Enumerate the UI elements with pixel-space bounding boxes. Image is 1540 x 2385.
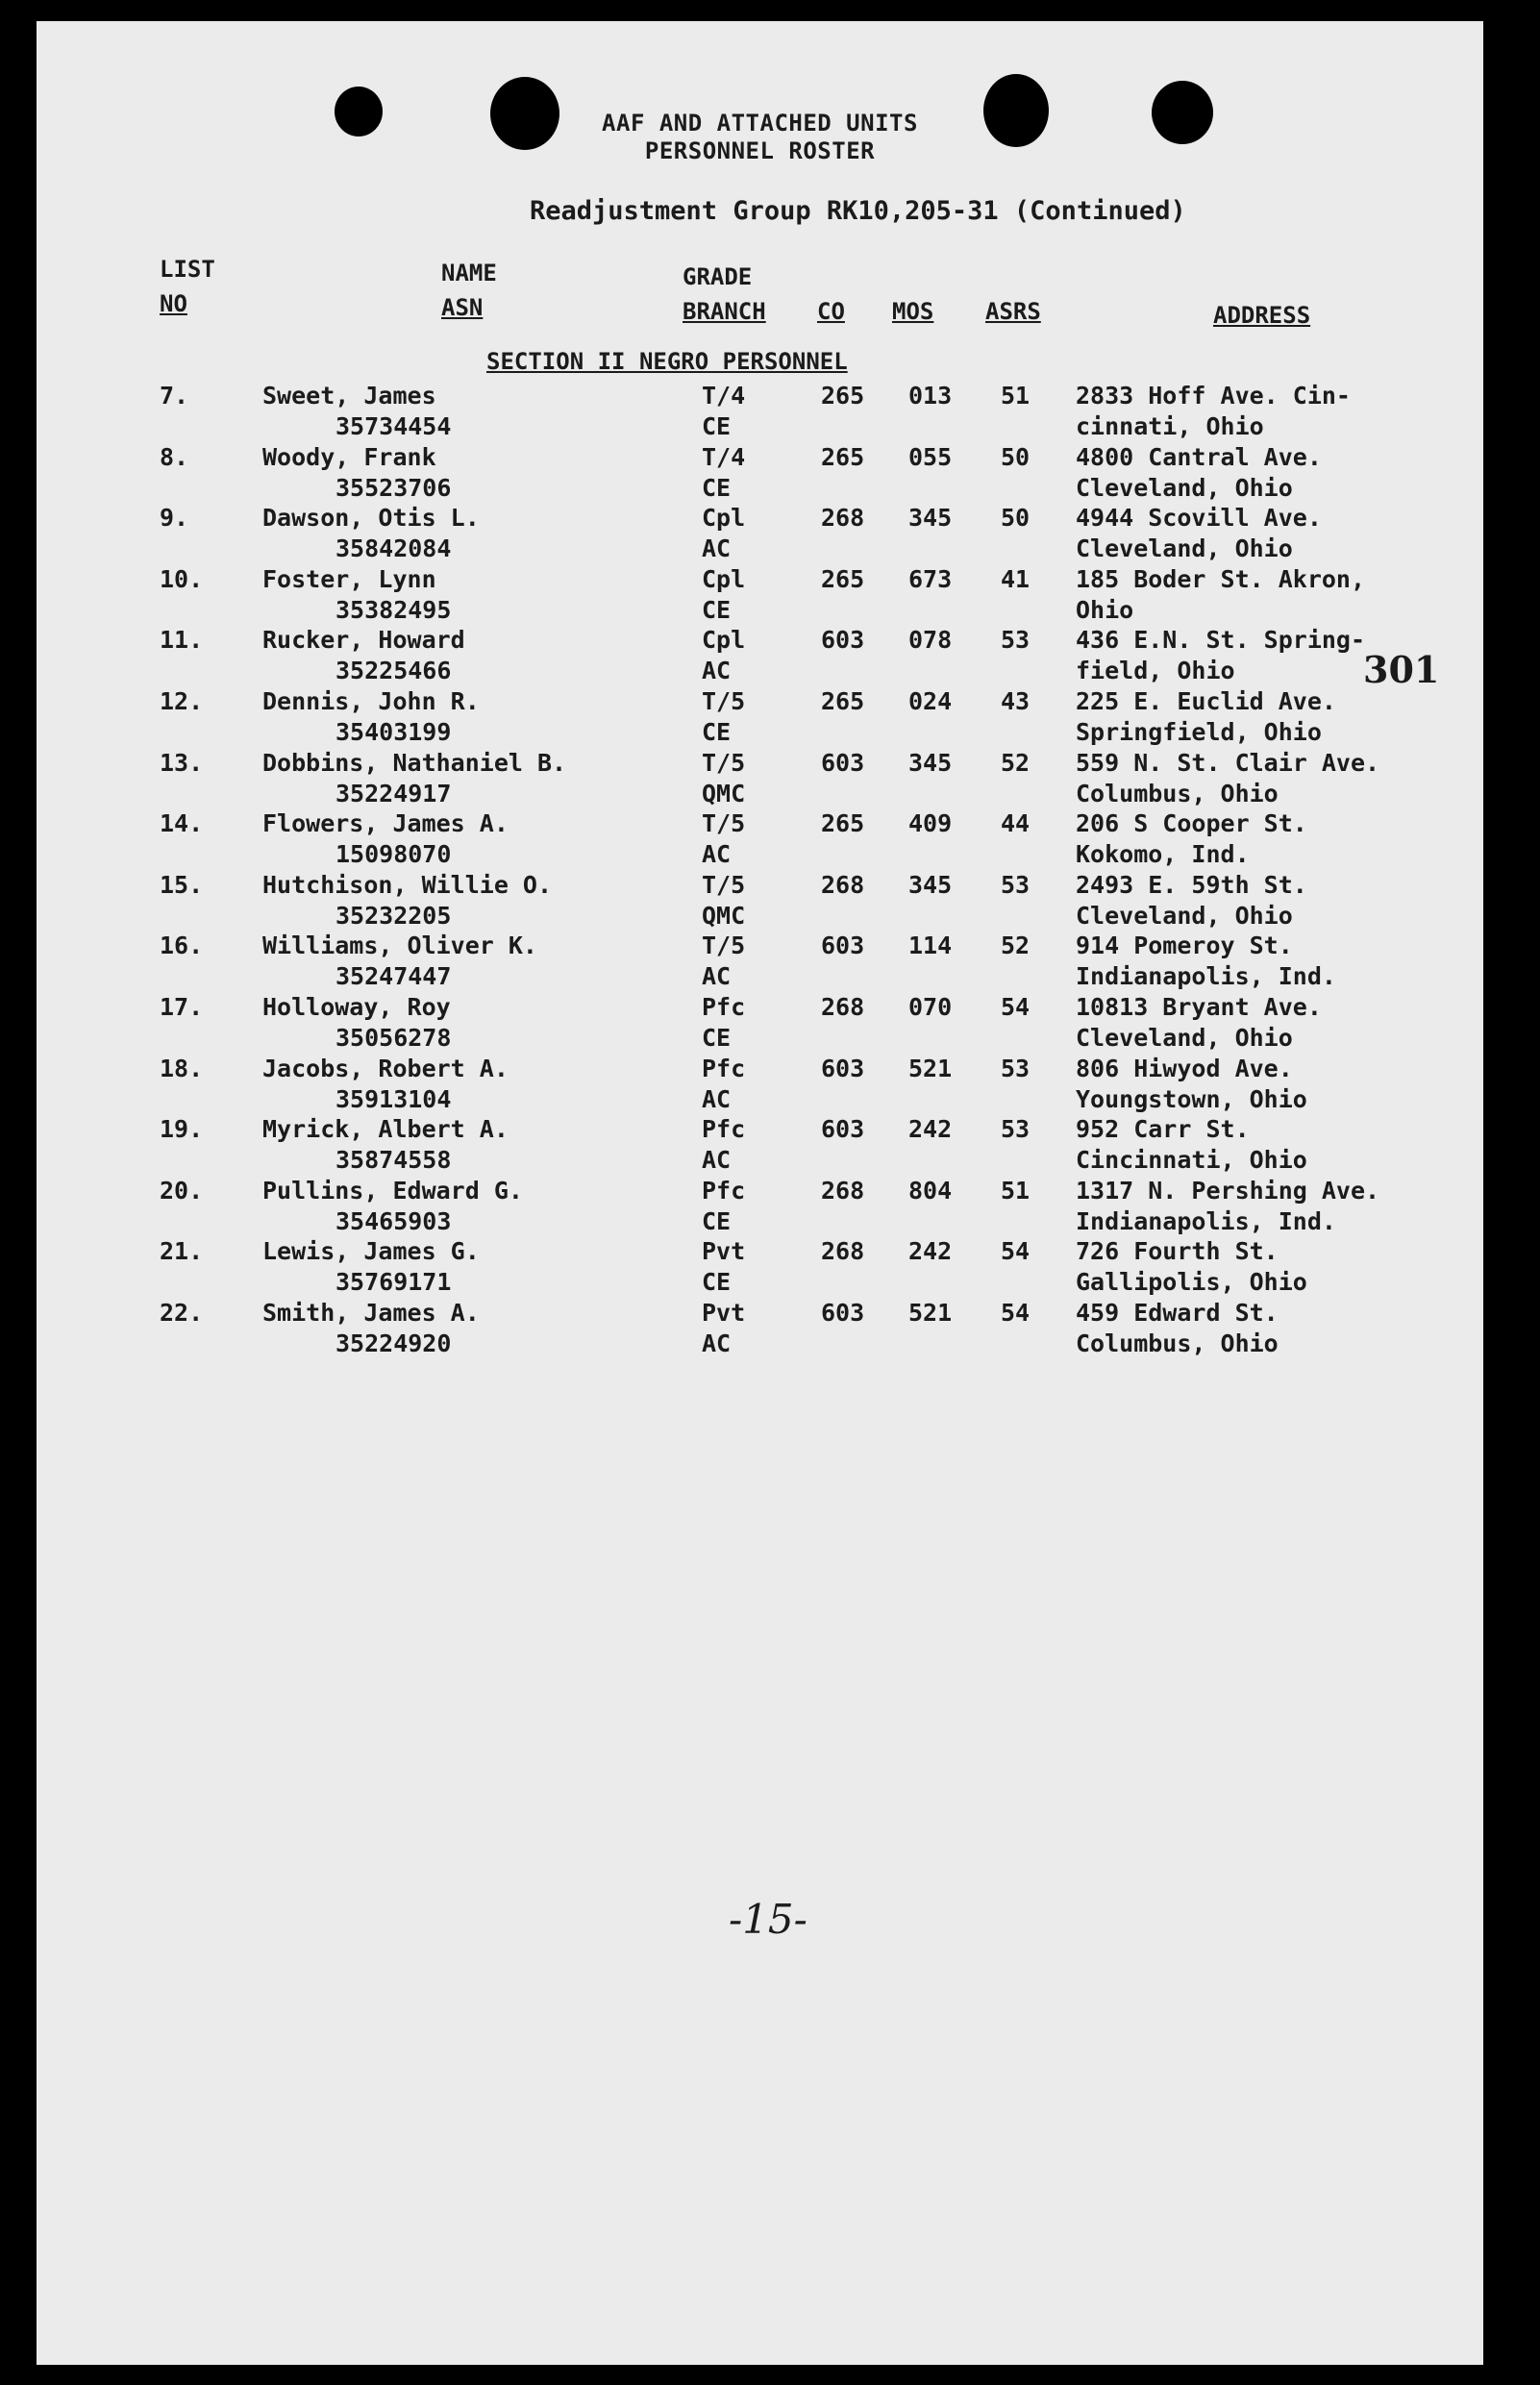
grade: Pfc	[702, 1054, 746, 1082]
address-line-1: 225 E. Euclid Ave.	[1076, 687, 1336, 715]
list-number: 21.	[160, 1237, 204, 1266]
mos-code: 345	[908, 748, 953, 777]
company: 268	[821, 993, 865, 1021]
address-line-2: Indianapolis, Ind.	[1076, 962, 1336, 991]
mos-code: 070	[908, 993, 953, 1021]
branch: CE	[702, 1206, 732, 1235]
list-number: 8.	[160, 442, 189, 471]
branch: CE	[702, 595, 732, 624]
address-line-1: 206 S Cooper St.	[1076, 809, 1307, 838]
company: 603	[821, 1299, 865, 1327]
branch: AC	[702, 657, 732, 685]
header-list-no	[160, 252, 215, 321]
grade: Pfc	[702, 993, 746, 1021]
address-line-2: Kokomo, Ind.	[1076, 840, 1250, 869]
address-line-1: 1317 N. Pershing Ave.	[1076, 1176, 1380, 1205]
grade: Cpl	[702, 626, 746, 655]
person-name: Myrick, Albert A.	[262, 1115, 509, 1144]
person-asn: 35247447	[335, 962, 452, 991]
header-no-label: NO	[160, 290, 187, 317]
company: 603	[821, 932, 865, 960]
mos-code: 345	[908, 504, 953, 533]
list-number: 22.	[160, 1299, 204, 1327]
address-line-1: 726 Fourth St.	[1076, 1237, 1279, 1266]
branch: CE	[702, 1268, 732, 1297]
header-name-label: NAME	[441, 260, 497, 286]
mos-code: 521	[908, 1054, 953, 1082]
person-name: Rucker, Howard	[262, 626, 465, 655]
person-name: Hutchison, Willie O.	[262, 870, 553, 899]
company: 268	[821, 1237, 865, 1266]
person-asn: 35523706	[335, 473, 452, 502]
address-line-2: Ohio	[1076, 595, 1134, 624]
person-name: Flowers, James A.	[262, 809, 509, 838]
address-line-2: Columbus, Ohio	[1076, 779, 1279, 807]
person-asn: 35403199	[335, 718, 452, 746]
branch: CE	[702, 412, 732, 440]
grade: T/4	[702, 442, 746, 471]
person-name: Jacobs, Robert A.	[262, 1054, 509, 1082]
grade: T/5	[702, 809, 746, 838]
company: 265	[821, 809, 865, 838]
header-asrs: ASRS	[985, 298, 1041, 325]
mos-code: 024	[908, 687, 953, 715]
document-subtitle-roster: PERSONNEL ROSTER	[644, 137, 876, 164]
asrs-score: 50	[1001, 504, 1031, 533]
company: 265	[821, 382, 865, 410]
group-subtitle: Readjustment Group RK10,205-31 (Continued)	[530, 196, 1186, 226]
grade: T/5	[702, 932, 746, 960]
person-name: Lewis, James G.	[262, 1237, 480, 1266]
person-name: Woody, Frank	[262, 442, 436, 471]
mos-code: 409	[908, 809, 953, 838]
branch: AC	[702, 1146, 732, 1175]
address-line-1: 4944 Scovill Ave.	[1076, 504, 1322, 533]
grade: Pvt	[702, 1237, 746, 1266]
company: 268	[821, 1176, 865, 1205]
company: 603	[821, 1115, 865, 1144]
table-row	[37, 931, 1483, 992]
mos-code: 804	[908, 1176, 953, 1205]
asrs-score: 43	[1001, 687, 1031, 715]
address-line-2: Youngstown, Ohio	[1076, 1084, 1307, 1113]
person-asn: 35225466	[335, 657, 452, 685]
mos-code: 114	[908, 932, 953, 960]
grade: Pfc	[702, 1115, 746, 1144]
person-asn: 35874558	[335, 1146, 452, 1175]
address-line-2: Indianapolis, Ind.	[1076, 1206, 1336, 1235]
table-row	[37, 870, 1483, 932]
address-line-1: 4800 Cantral Ave.	[1076, 442, 1322, 471]
document-title: AAF AND ATTACHED UNITS	[602, 110, 918, 137]
header-grade	[683, 260, 766, 329]
mos-code: 242	[908, 1237, 953, 1266]
company: 603	[821, 748, 865, 777]
asrs-score: 54	[1001, 1299, 1031, 1327]
address-line-2: Cleveland, Ohio	[1076, 473, 1293, 502]
asrs-score: 53	[1001, 626, 1031, 655]
list-number: 9.	[160, 504, 189, 533]
stamp-number: 301	[1363, 648, 1440, 691]
company: 603	[821, 626, 865, 655]
asrs-score: 53	[1001, 1054, 1031, 1082]
address-line-1: 952 Carr St.	[1076, 1115, 1250, 1144]
person-asn: 35056278	[335, 1024, 452, 1052]
asrs-score: 41	[1001, 564, 1031, 593]
grade: T/5	[702, 748, 746, 777]
mos-code: 673	[908, 564, 953, 593]
list-number: 18.	[160, 1054, 204, 1082]
header-branch-label: BRANCH	[683, 298, 766, 325]
header-co: CO	[817, 298, 845, 325]
person-asn: 35734454	[335, 412, 452, 440]
grade: Cpl	[702, 504, 746, 533]
branch: AC	[702, 962, 732, 991]
table-row	[37, 1114, 1483, 1176]
address-line-2: field, Ohio	[1076, 657, 1235, 685]
list-number: 20.	[160, 1176, 204, 1205]
asrs-score: 51	[1001, 382, 1031, 410]
person-name: Smith, James A.	[262, 1299, 480, 1327]
branch: AC	[702, 534, 732, 563]
header-list-label: LIST	[160, 256, 215, 283]
address-line-1: 459 Edward St.	[1076, 1299, 1279, 1327]
grade: T/4	[702, 382, 746, 410]
grade: T/5	[702, 870, 746, 899]
asrs-score: 54	[1001, 993, 1031, 1021]
list-number: 11.	[160, 626, 204, 655]
asrs-score: 52	[1001, 932, 1031, 960]
list-number: 10.	[160, 564, 204, 593]
table-row	[37, 1236, 1483, 1298]
branch: AC	[702, 1084, 732, 1113]
table-row	[37, 808, 1483, 870]
list-number: 7.	[160, 382, 189, 410]
person-name: Dobbins, Nathaniel B.	[262, 748, 567, 777]
table-row	[37, 564, 1483, 626]
header-mos: MOS	[892, 298, 934, 325]
person-asn: 35913104	[335, 1084, 452, 1113]
address-line-1: 2493 E. 59th St.	[1076, 870, 1307, 899]
branch: AC	[702, 840, 732, 869]
person-name: Holloway, Roy	[262, 993, 451, 1021]
address-line-2: Springfield, Ohio	[1076, 718, 1322, 746]
address-line-2: Cleveland, Ohio	[1076, 901, 1293, 930]
mos-code: 345	[908, 870, 953, 899]
table-row	[37, 442, 1483, 504]
branch: CE	[702, 1024, 732, 1052]
page-number: -15-	[729, 1896, 807, 1943]
person-asn: 15098070	[335, 840, 452, 869]
table-row	[37, 686, 1483, 748]
asrs-score: 44	[1001, 809, 1031, 838]
document-page	[37, 21, 1483, 2365]
address-line-2: cinnati, Ohio	[1076, 412, 1264, 440]
company: 603	[821, 1054, 865, 1082]
table-row	[37, 992, 1483, 1054]
asrs-score: 53	[1001, 870, 1031, 899]
company: 268	[821, 504, 865, 533]
address-line-2: Columbus, Ohio	[1076, 1329, 1279, 1357]
address-line-2: Cleveland, Ohio	[1076, 1024, 1293, 1052]
header-name	[441, 256, 497, 325]
table-row	[37, 1054, 1483, 1115]
person-name: Foster, Lynn	[262, 564, 436, 593]
person-name: Sweet, James	[262, 382, 436, 410]
mos-code: 521	[908, 1299, 953, 1327]
company: 268	[821, 870, 865, 899]
person-asn: 35224917	[335, 779, 452, 807]
section-title: SECTION II NEGRO PERSONNEL	[486, 348, 848, 375]
asrs-score: 53	[1001, 1115, 1031, 1144]
asrs-score: 50	[1001, 442, 1031, 471]
company: 265	[821, 564, 865, 593]
table-row	[37, 625, 1483, 686]
asrs-score: 52	[1001, 748, 1031, 777]
header-asn-label: ASN	[441, 294, 484, 321]
mos-code: 078	[908, 626, 953, 655]
mos-code: 013	[908, 382, 953, 410]
grade: Pvt	[702, 1299, 746, 1327]
table-row	[37, 381, 1483, 442]
address-line-1: 806 Hiwyod Ave.	[1076, 1054, 1293, 1082]
person-name: Dennis, John R.	[262, 687, 480, 715]
person-name: Pullins, Edward G.	[262, 1176, 523, 1205]
mos-code: 055	[908, 442, 953, 471]
person-name: Williams, Oliver K.	[262, 932, 537, 960]
branch: CE	[702, 718, 732, 746]
list-number: 17.	[160, 993, 204, 1021]
table-row	[37, 748, 1483, 809]
list-number: 12.	[160, 687, 204, 715]
list-number: 16.	[160, 932, 204, 960]
address-line-1: 185 Boder St. Akron,	[1076, 564, 1366, 593]
person-asn: 35769171	[335, 1268, 452, 1297]
list-number: 13.	[160, 748, 204, 777]
table-row	[37, 1176, 1483, 1237]
address-line-2: Cincinnati, Ohio	[1076, 1146, 1307, 1175]
address-line-2: Cleveland, Ohio	[1076, 534, 1293, 563]
address-line-2: Gallipolis, Ohio	[1076, 1268, 1307, 1297]
table-row	[37, 503, 1483, 564]
branch: AC	[702, 1329, 732, 1357]
address-line-1: 914 Pomeroy St.	[1076, 932, 1293, 960]
branch: QMC	[702, 901, 746, 930]
list-number: 19.	[160, 1115, 204, 1144]
company: 265	[821, 687, 865, 715]
person-asn: 35842084	[335, 534, 452, 563]
address-line-1: 2833 Hoff Ave. Cin-	[1076, 382, 1351, 410]
address-line-1: 10813 Bryant Ave.	[1076, 993, 1322, 1021]
grade: Cpl	[702, 564, 746, 593]
person-asn: 35465903	[335, 1206, 452, 1235]
header-grade-label: GRADE	[683, 263, 753, 290]
list-number: 14.	[160, 809, 204, 838]
list-number: 15.	[160, 870, 204, 899]
address-line-1: 559 N. St. Clair Ave.	[1076, 748, 1380, 777]
company: 265	[821, 442, 865, 471]
grade: Pfc	[702, 1176, 746, 1205]
branch: CE	[702, 473, 732, 502]
address-line-1: 436 E.N. St. Spring-	[1076, 626, 1366, 655]
person-name: Dawson, Otis L.	[262, 504, 480, 533]
asrs-score: 54	[1001, 1237, 1031, 1266]
branch: QMC	[702, 779, 746, 807]
person-asn: 35224920	[335, 1329, 452, 1357]
asrs-score: 51	[1001, 1176, 1031, 1205]
header-address: ADDRESS	[1213, 302, 1311, 329]
person-asn: 35382495	[335, 595, 452, 624]
grade: T/5	[702, 687, 746, 715]
table-row	[37, 1298, 1483, 1359]
person-asn: 35232205	[335, 901, 452, 930]
mos-code: 242	[908, 1115, 953, 1144]
